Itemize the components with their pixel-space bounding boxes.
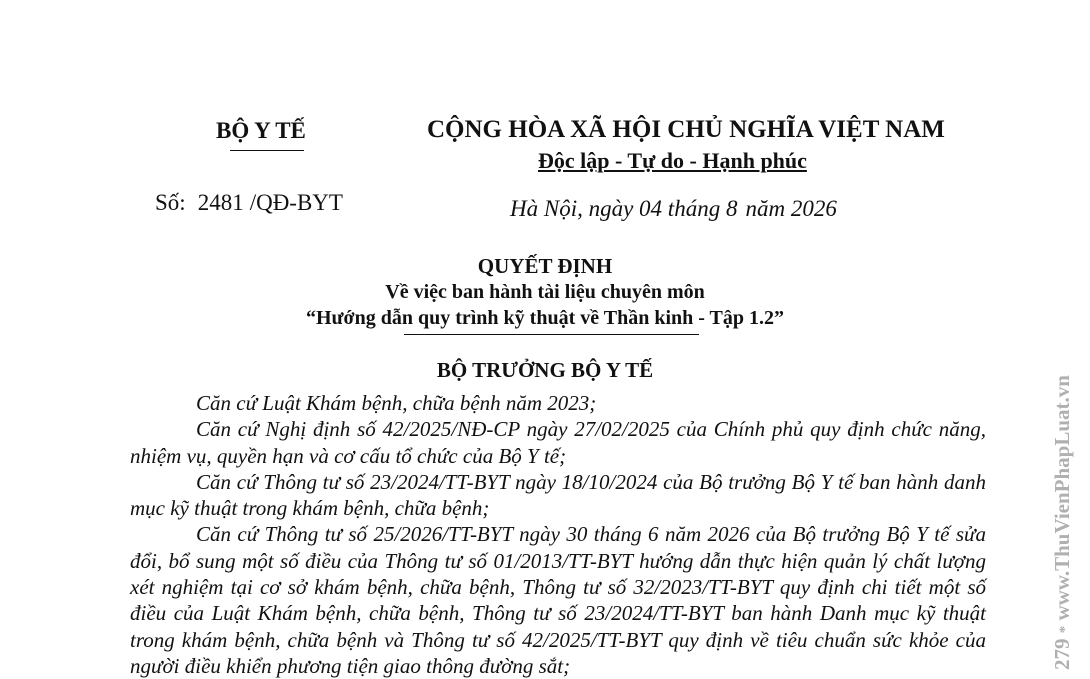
- watermark-site: www.ThuVienPhapLuat.vn: [1050, 375, 1074, 621]
- watermark-text: [1050, 375, 1075, 670]
- document-number-suffix: /QĐ-BYT: [249, 190, 343, 215]
- place-date-prefix: Hà Nội, ngày 04 tháng 8: [510, 196, 738, 221]
- nation-name: CỘNG HÒA XÃ HỘI CHỦ NGHĨA VIỆT NAM: [427, 116, 945, 143]
- preamble-paragraph: Căn cứ Luật Khám bệnh, chữa bệnh năm 2023;: [196, 391, 597, 415]
- ministry-name: BỘ Y TẾ: [216, 118, 306, 143]
- preamble-paragraph: Căn cứ Nghị định số 42/2025/NĐ-CP ngày 27/02/2025 của Chính phủ quy định chức năng, nhiệm vụ, quyền hạn và cơ cấu tổ chức của Bộ Y tế;: [130, 417, 986, 468]
- document-type-title: QUYẾT ĐỊNH: [477, 254, 613, 278]
- national-motto: Độc lập - Tự do - Hạnh phúc: [538, 148, 807, 173]
- preamble-paragraph: Căn cứ Thông tư số 23/2024/TT-BYT ngày 18/10/2024 của Bộ trưởng Bộ Y tế ban hành danh mục kỹ thuật trong khám bệnh, chữa bệnh;: [130, 469, 986, 521]
- preamble-paragraph: Căn cứ Thông tư số 25/2026/TT-BYT ngày 30 tháng 6 năm 2026 của Bộ trưởng Bộ Y tế sửa đổi, bổ sung một số điều của Thông tư số 01/2013/TT-BYT hướng dẫn thực hiện quản lý chất lượng xét nghiệm tại cơ sở khám bệnh, chữa bệnh, Thông tư số 32/2023/TT-BYT quy định chi tiết một số điều của Luật Khám bệnh, chữa bệnh, Thông tư số 23/2024/TT-BYT ban hành Danh mục kỹ thuật trong khám bệnh, chữa bệnh và Thông tư số 42/2025/TT-BYT quy định về tiêu chuẩn sức khỏe của người điều khiển phương tiện giao thông đường sắt;: [130, 522, 986, 678]
- preamble: [130, 390, 986, 679]
- watermark: [1042, 375, 1082, 674]
- place-date-suffix: năm 2026: [745, 196, 837, 221]
- ministry-underline: [230, 150, 304, 151]
- subject-underline: [404, 334, 699, 335]
- document-number: [155, 190, 343, 216]
- watermark-star: *: [1057, 625, 1073, 634]
- place-and-date: [510, 196, 837, 222]
- subject-line-1: Về việc ban hành tài liệu chuyên môn: [385, 281, 705, 303]
- document-number-value: 2481: [197, 190, 244, 215]
- subject-line-2: “Hướng dẫn quy trình kỹ thuật về Thần kinh - Tập 1.2”: [305, 307, 785, 329]
- watermark-number: 279: [1050, 638, 1074, 670]
- issuing-authority: BỘ TRƯỞNG BỘ Y TẾ: [436, 358, 654, 382]
- document-number-label: Số:: [155, 190, 186, 215]
